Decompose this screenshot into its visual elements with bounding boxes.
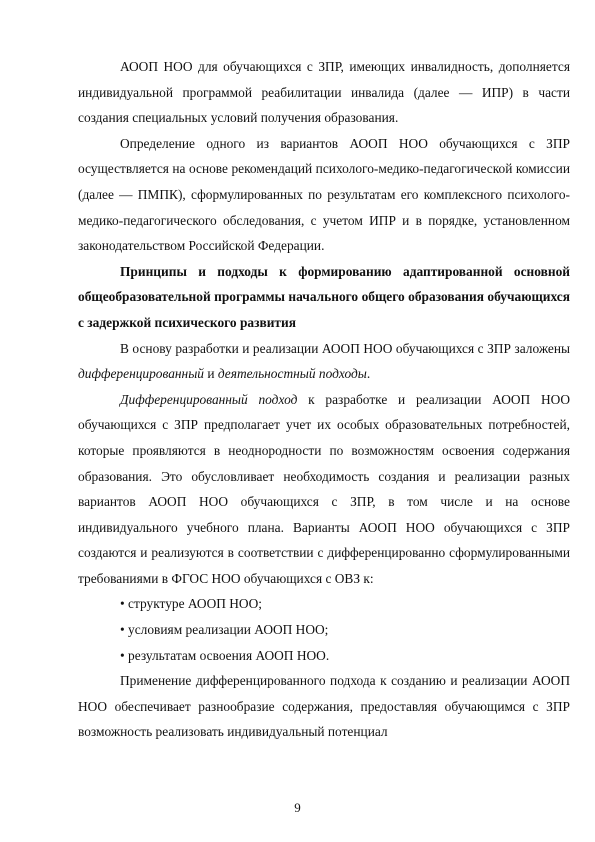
text-span: В основу разработки и реализации АООП НОО обучающихся с ЗПР заложены	[120, 340, 570, 356]
italic-term: деятельностный подходы	[217, 366, 367, 382]
paragraph-pmpk: Определение одного из вариантов АООП НОО обучающихся с ЗПР осуществляется на основе рекомендаций психолого-медико-педагогической комиссии (далее — ПМПК), сформулированных по результатам его комплексного психолого-медико-педагогического обследования, с учетом ИПР и в порядке, установленном законодательством Российской Федерации.	[78, 135, 570, 254]
italic-term: дифференцированный	[78, 366, 204, 382]
paragraph-application: Применение дифференцированного подхода к созданию и реализации АООП НОО обеспечивает разнообразие содержания, предоставляя обучающимся с ЗПР возможность реализовать индивидуальный потенциал	[78, 673, 570, 740]
text-span: к разработке и реализации АООП НОО обучающихся с ЗПР предполагает учет их особых образовательных потребностей, которые проявляются в неоднородности по возможностям освоения содержания образования. Это обусловливает необходимость создания и реализации разных вариантов АООП НОО обучающихся с ЗПР, в том числе и на основе индивидуального учебного плана. Варианты АООП НОО обучающихся с ЗПР создаются и реализуются в соответствии с дифференцированно сформулированными требованиями в ФГОС НОО обучающихся с ОВЗ к:	[78, 391, 570, 586]
paragraph-approaches	[78, 336, 570, 387]
paragraph-ipr: АООП НОО для обучающихся с ЗПР, имеющих инвалидность, дополняется индивидуальной программой реабилитации инвалида (далее — ИПР) в части создания специальных условий получения образования.	[78, 59, 570, 126]
section-heading: Принципы и подходы к формированию адаптированной основной общеобразовательной программы начального общего образования обучающихся с задержкой психического развития	[78, 263, 570, 330]
bullet-item: • результатам освоения АООП НОО.	[120, 647, 330, 663]
italic-term: Дифференцированный подход	[120, 391, 298, 407]
paragraph-differentiated	[78, 387, 570, 592]
bullet-item: • структуре АООП НОО;	[120, 596, 262, 612]
document-body	[78, 54, 570, 745]
text-span: .	[366, 366, 371, 382]
page-number: 9	[294, 800, 301, 815]
bullet-item: • условиям реализации АООП НОО;	[120, 622, 329, 638]
text-span: и	[203, 366, 218, 382]
